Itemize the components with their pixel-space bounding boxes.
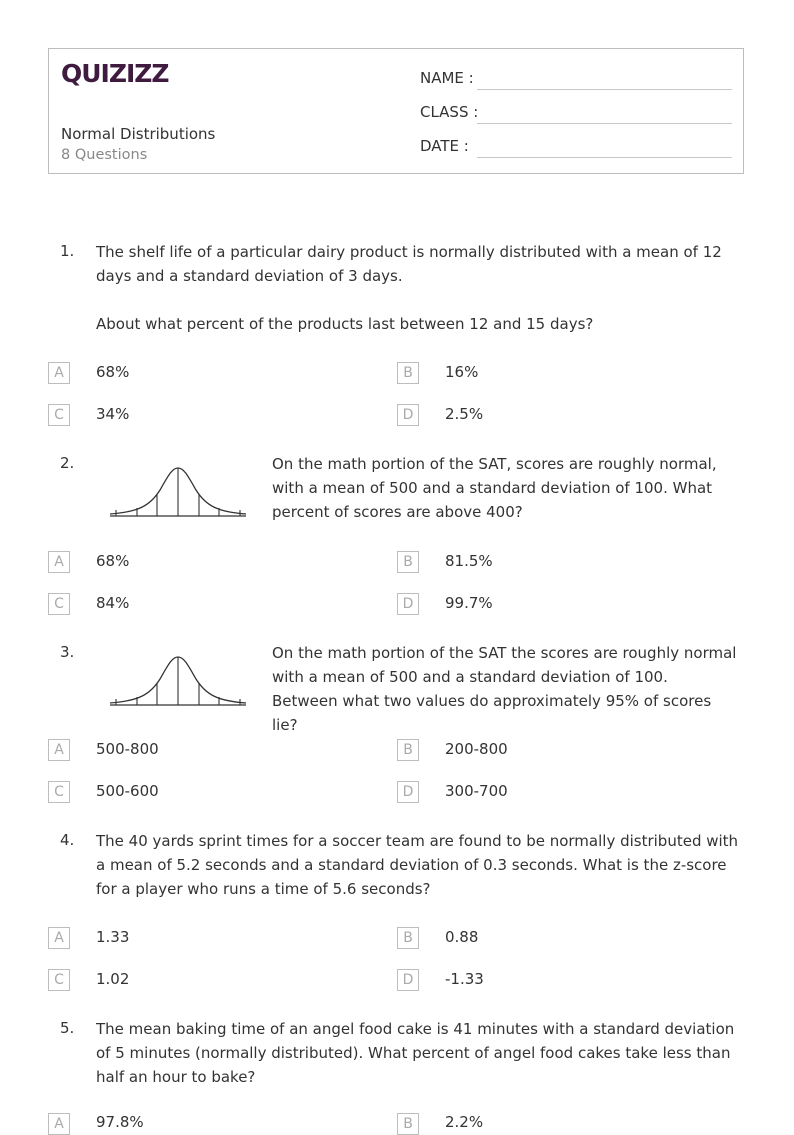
option-letter[interactable]: D (397, 781, 419, 803)
option-text: 81.5% (445, 552, 493, 570)
normal-curve-image (108, 462, 248, 520)
option-letter[interactable]: D (397, 404, 419, 426)
option-text: 16% (445, 363, 479, 381)
option-letter[interactable]: B (397, 739, 419, 761)
option-letter[interactable]: A (48, 739, 70, 761)
option-letter[interactable]: D (397, 969, 419, 991)
quizizz-logo: QUIZIZZ (61, 59, 169, 88)
option-letter[interactable]: B (397, 927, 419, 949)
name-label: NAME : (420, 69, 474, 87)
option-letter[interactable]: C (48, 969, 70, 991)
option-text: 300-700 (445, 782, 508, 800)
option-text: 68% (96, 363, 130, 381)
worksheet-header (48, 48, 744, 174)
question-number: 3. (60, 643, 75, 661)
option-letter[interactable]: A (48, 362, 70, 384)
option-letter[interactable]: B (397, 1113, 419, 1135)
option-text: 0.88 (445, 928, 479, 946)
option-letter[interactable]: C (48, 781, 70, 803)
question-text: The mean baking time of an angel food cake is 41 minutes with a standard deviation of 5 minutes (normally distributed). What percent of angel food cakes take less than half an hour to bake? (96, 1020, 735, 1086)
question-text: On the math portion of the SAT the scores are roughly normal with a mean of 500 and a standard deviation of 100. Between what two values do approximately 95% of scores lie? (272, 644, 737, 734)
option-letter[interactable]: A (48, 1113, 70, 1135)
option-text: 97.8% (96, 1113, 144, 1131)
option-letter[interactable]: A (48, 551, 70, 573)
date-field[interactable] (477, 157, 732, 158)
normal-curve-image (108, 651, 248, 709)
option-text: -1.33 (445, 970, 484, 988)
question-number: 5. (60, 1019, 75, 1037)
worksheet-title: Normal Distributions (61, 125, 216, 143)
question-text: On the math portion of the SAT, scores are roughly normal, with a mean of 500 and a standard deviation of 100. What percent of scores are above 400? (272, 455, 717, 521)
question-count: 8 Questions (61, 147, 148, 163)
name-field[interactable] (477, 89, 732, 90)
option-text: 68% (96, 552, 130, 570)
class-field[interactable] (477, 123, 732, 124)
option-letter[interactable]: B (397, 362, 419, 384)
option-text: 34% (96, 405, 130, 423)
question-text-part: The shelf life of a particular dairy product is normally distributed with a mean of 12 days and a standard deviation of 3 days. (96, 243, 722, 285)
option-text: 84% (96, 594, 130, 612)
option-letter[interactable]: C (48, 404, 70, 426)
question-text-part: About what percent of the products last between 12 and 15 days? (96, 315, 594, 333)
question-text: The 40 yards sprint times for a soccer team are found to be normally distributed with a mean of 5.2 seconds and a standard deviation of 0.3 seconds. What is the z-score for a player who runs a time of 5.6 seconds? (96, 832, 739, 898)
option-text: 1.02 (96, 970, 130, 988)
question-number: 4. (60, 831, 75, 849)
option-text: 500-800 (96, 740, 159, 758)
option-text: 99.7% (445, 594, 493, 612)
option-letter[interactable]: B (397, 551, 419, 573)
option-text: 2.5% (445, 405, 484, 423)
question-text (96, 240, 746, 360)
question-number: 1. (60, 242, 75, 260)
class-label: CLASS : (420, 103, 479, 121)
option-letter[interactable]: D (397, 593, 419, 615)
option-text: 1.33 (96, 928, 130, 946)
option-text: 500-600 (96, 782, 159, 800)
option-text: 2.2% (445, 1113, 484, 1131)
option-letter[interactable]: C (48, 593, 70, 615)
date-label: DATE : (420, 137, 469, 155)
question-number: 2. (60, 454, 75, 472)
option-letter[interactable]: A (48, 927, 70, 949)
option-text: 200-800 (445, 740, 508, 758)
